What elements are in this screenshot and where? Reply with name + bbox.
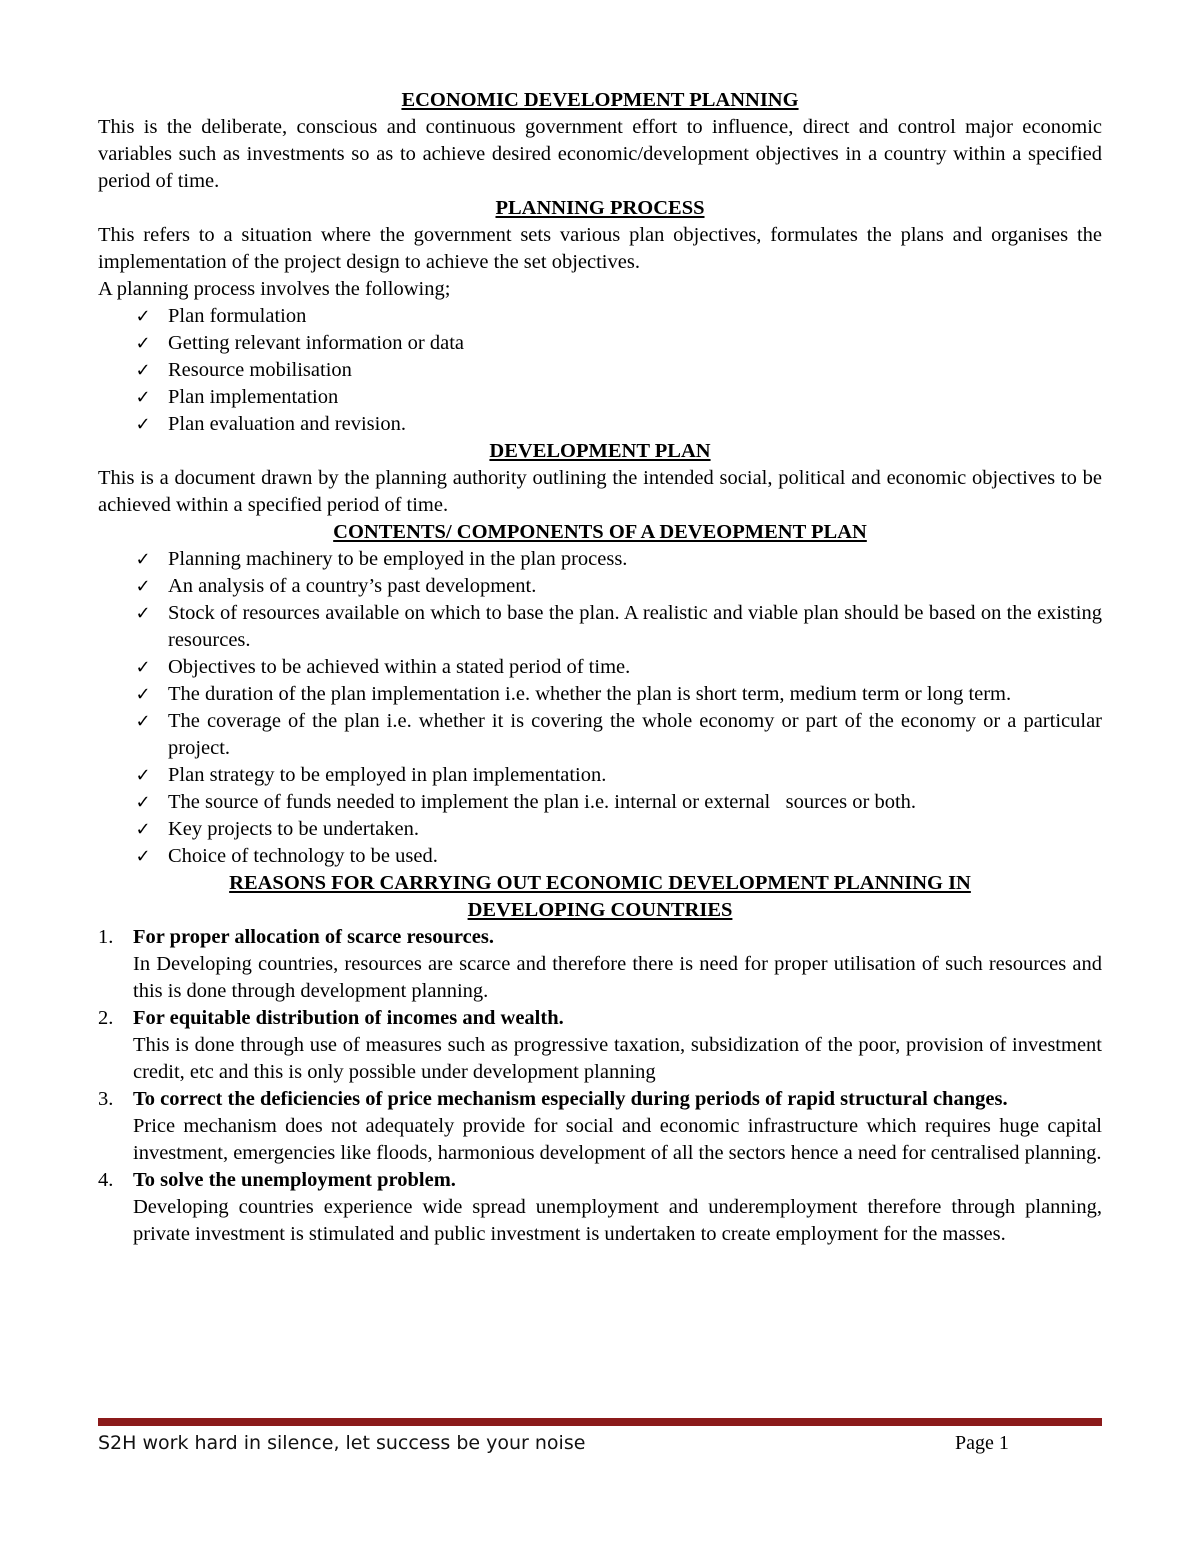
list-item — [98, 411, 1102, 438]
heading-reasons-line2: DEVELOPING COUNTRIES — [467, 899, 733, 921]
footer-rule — [98, 1418, 1102, 1426]
page-number: Page 1 — [955, 1432, 1009, 1454]
list-item — [98, 789, 1102, 816]
process-intro: A planning process involves the following; — [98, 278, 451, 300]
list-item — [98, 600, 1118, 654]
list-item — [98, 816, 1102, 843]
check-icon: ✓ — [135, 360, 151, 381]
reasons-list — [98, 924, 1102, 1248]
check-icon: ✓ — [135, 387, 151, 408]
reason-title: To correct the deficiencies of price mechanism especially during periods of rapid structural changes. — [133, 1088, 1008, 1110]
heading-process: PLANNING PROCESS — [495, 197, 705, 219]
list-item-text: The duration of the plan implementation i.e. whether the plan is short term, medium term or long term. — [168, 683, 1012, 705]
reason-text: This is done through use of measures such as progressive taxation, subsidization of the poor, provision of investment credit, etc and this is only possible under development planning — [133, 1034, 1102, 1083]
list-item — [98, 546, 1102, 573]
list-item — [98, 762, 1102, 789]
check-icon: ✓ — [135, 792, 151, 813]
heading-development-plan: DEVELOPMENT PLAN — [489, 440, 711, 462]
list-item — [98, 708, 1102, 762]
list-item-text: Key projects to be undertaken. — [168, 818, 420, 840]
list-item — [98, 384, 1102, 411]
reason-title: To solve the unemployment problem. — [133, 1169, 456, 1191]
heading-reasons-line1: REASONS FOR CARRYING OUT ECONOMIC DEVELOPMENT PLANNING IN — [229, 872, 971, 894]
list-item — [98, 843, 1102, 870]
list-item — [98, 924, 1102, 1005]
plan-definition: This is a document drawn by the planning authority outlining the intended social, political and economic objectives to be achieved within a specified period of time. — [98, 467, 1102, 516]
item-number: 2. — [98, 1007, 114, 1029]
heading-planning: ECONOMIC DEVELOPMENT PLANNING — [401, 89, 799, 111]
check-icon: ✓ — [135, 333, 151, 354]
check-icon: ✓ — [135, 765, 151, 786]
list-item-text: Plan evaluation and revision. — [168, 413, 406, 435]
list-item-text: Getting relevant information or data — [168, 332, 465, 354]
check-icon: ✓ — [135, 306, 151, 327]
check-icon: ✓ — [135, 549, 151, 570]
list-item-text: Resource mobilisation — [168, 359, 352, 381]
footer-motto: S2H work hard in silence, let success be your noise — [98, 1432, 586, 1454]
check-icon: ✓ — [135, 711, 151, 732]
list-item-text: Plan strategy to be employed in plan implementation. — [168, 764, 607, 786]
item-number: 1. — [98, 926, 114, 948]
list-item-text: Plan formulation — [168, 305, 307, 327]
check-icon: ✓ — [135, 576, 151, 597]
list-item-text: Planning machinery to be employed in the plan process. — [168, 548, 628, 570]
check-icon: ✓ — [135, 603, 151, 624]
reason-text: Developing countries experience wide spread unemployment and underemployment therefore through planning, private investment is stimulated and public investment is undertaken to create employment for the masses. — [133, 1196, 1102, 1245]
list-item-text: Plan implementation — [168, 386, 339, 408]
list-item — [98, 330, 1102, 357]
list-item — [98, 357, 1102, 384]
list-item-text: Choice of technology to be used. — [168, 845, 438, 867]
heading-contents: CONTENTS/ COMPONENTS OF A DEVEOPMENT PLAN — [333, 521, 867, 543]
list-item-text: The coverage of the plan i.e. whether it is covering the whole economy or part of the economy or a particular project. — [168, 710, 1102, 759]
check-icon: ✓ — [135, 846, 151, 867]
list-item-text: Objectives to be achieved within a stated period of time. — [168, 656, 631, 678]
planning-definition: This is the deliberate, conscious and continuous government effort to influence, direct and control major economic variables such as investments so as to achieve desired economic/development objectives in a country within a specified period of time. — [98, 116, 1102, 192]
process-definition: This refers to a situation where the government sets various plan objectives, formulates the plans and organises the implementation of the project design to achieve the set objectives. — [98, 224, 1102, 273]
reason-text: In Developing countries, resources are scarce and therefore there is need for proper utilisation of such resources and this is done through development planning. — [133, 953, 1102, 1002]
item-number: 3. — [98, 1088, 114, 1110]
check-icon: ✓ — [135, 684, 151, 705]
list-item-text: An analysis of a country’s past development. — [168, 575, 537, 597]
reason-title: For proper allocation of scarce resources. — [133, 926, 494, 948]
list-item — [98, 573, 1102, 600]
list-item-text: Stock of resources available on which to base the plan. A realistic and viable plan should be based on the existing resources. — [168, 602, 1118, 651]
reason-text: Price mechanism does not adequately provide for social and economic infrastructure which requires huge capital investment, emergencies like floods, harmonious development of all the sectors hence a need for centralised planning. — [133, 1115, 1102, 1164]
list-item — [98, 681, 1102, 708]
check-icon: ✓ — [135, 819, 151, 840]
check-icon: ✓ — [135, 657, 151, 678]
list-item-text: The source of funds needed to implement the plan i.e. internal or external sources or both. — [168, 791, 917, 813]
list-item — [98, 1086, 1102, 1167]
contents-list — [98, 546, 1118, 870]
list-item — [98, 303, 1102, 330]
list-item — [98, 1167, 1102, 1248]
list-item — [98, 654, 1102, 681]
check-icon: ✓ — [135, 414, 151, 435]
list-item — [98, 1005, 1102, 1086]
item-number: 4. — [98, 1169, 114, 1191]
process-list — [98, 303, 1102, 438]
reason-title: For equitable distribution of incomes and wealth. — [133, 1007, 564, 1029]
document-body — [98, 87, 1118, 1248]
